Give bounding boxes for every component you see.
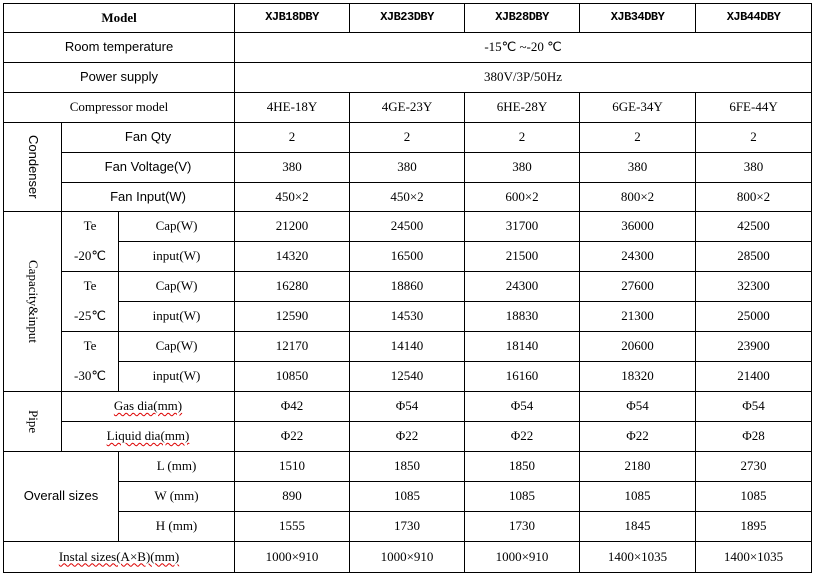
cell-value: 2180 xyxy=(580,452,696,482)
cell-value: Φ22 xyxy=(580,422,696,452)
row-label: Fan Voltage(V) xyxy=(62,153,235,183)
cell-value: 18320 xyxy=(580,362,696,392)
cell-value: 1850 xyxy=(465,452,580,482)
cell-value: 380 xyxy=(580,153,696,183)
install-label: Instal sizes(A×B)(mm) xyxy=(58,548,180,564)
cell-value: 800×2 xyxy=(580,183,696,212)
cell-value: Φ22 xyxy=(465,422,580,452)
te-temp: -25℃ xyxy=(74,307,106,323)
row-label: Fan Qty xyxy=(62,123,235,153)
cell-value: 6GE-34Y xyxy=(580,93,696,123)
gas-dia-label: Gas dia(mm) xyxy=(113,398,183,414)
cell-value: Φ22 xyxy=(350,422,465,452)
cell-value: 12170 xyxy=(235,332,350,362)
pipe-row xyxy=(4,392,812,422)
cell-value: 42500 xyxy=(696,212,812,242)
te-label: Te xyxy=(83,278,97,294)
cell-value: 16280 xyxy=(235,272,350,302)
cell-value: 1085 xyxy=(350,482,465,512)
pipe-group-label: Pipe xyxy=(25,409,41,434)
te-temp: -30℃ xyxy=(74,367,106,383)
pipe-row xyxy=(4,422,812,452)
capacity-row xyxy=(4,272,812,302)
room-temperature-value: -15℃ ~-20 ℃ xyxy=(235,33,812,63)
row-label: W (mm) xyxy=(119,482,235,512)
cell-value: 20600 xyxy=(580,332,696,362)
cell-value: 2730 xyxy=(696,452,812,482)
cell-value: Φ22 xyxy=(235,422,350,452)
power-supply-value: 380V/3P/50Hz xyxy=(235,63,812,93)
cell-value: Φ28 xyxy=(696,422,812,452)
room-temperature-row xyxy=(4,33,812,63)
capacity-row xyxy=(4,302,812,332)
cell-value: 27600 xyxy=(580,272,696,302)
te-cell xyxy=(62,272,119,332)
cell-value: 32300 xyxy=(696,272,812,302)
cell-value: Φ54 xyxy=(350,392,465,422)
cell-value: 21400 xyxy=(696,362,812,392)
cell-value: 25000 xyxy=(696,302,812,332)
compressor-row xyxy=(4,93,812,123)
pipe-group-cell xyxy=(4,392,62,452)
condenser-group-cell xyxy=(4,123,62,212)
condenser-group-label: Condenser xyxy=(25,135,41,199)
model-name: XJB34DBY xyxy=(580,4,696,33)
install-label-cell xyxy=(4,542,235,573)
cell-value: Φ54 xyxy=(696,392,812,422)
cell-value: 18860 xyxy=(350,272,465,302)
cell-value: 16500 xyxy=(350,242,465,272)
cell-value: 6FE-44Y xyxy=(696,93,812,123)
cell-value: 24300 xyxy=(580,242,696,272)
capacity-row xyxy=(4,332,812,362)
capacity-group-label: Capacity&input xyxy=(25,259,41,344)
cell-value: 2 xyxy=(465,123,580,153)
row-label: input(W) xyxy=(119,362,235,392)
condenser-row xyxy=(4,153,812,183)
cell-value: 28500 xyxy=(696,242,812,272)
cell-value: 1850 xyxy=(350,452,465,482)
cell-value: 380 xyxy=(350,153,465,183)
cell-value: 18140 xyxy=(465,332,580,362)
cell-value: 18830 xyxy=(465,302,580,332)
te-label: Te xyxy=(83,218,97,234)
spec-table xyxy=(3,3,812,573)
liquid-dia-label: Liquid dia(mm) xyxy=(106,428,190,444)
cell-value: 12590 xyxy=(235,302,350,332)
cell-value: 6HE-28Y xyxy=(465,93,580,123)
condenser-row xyxy=(4,123,812,153)
cell-value: 1895 xyxy=(696,512,812,542)
te-temp: -20℃ xyxy=(74,247,106,263)
cell-value: 14140 xyxy=(350,332,465,362)
cell-value: 2 xyxy=(580,123,696,153)
cell-value: 4HE-18Y xyxy=(235,93,350,123)
cell-value: 16160 xyxy=(465,362,580,392)
row-label: Fan Input(W) xyxy=(62,183,235,212)
cell-value: 1845 xyxy=(580,512,696,542)
cell-value: 21300 xyxy=(580,302,696,332)
cell-value: 890 xyxy=(235,482,350,512)
condenser-row xyxy=(4,183,812,212)
cell-value: 600×2 xyxy=(465,183,580,212)
cell-value: 10850 xyxy=(235,362,350,392)
overall-group-label: Overall sizes xyxy=(4,452,119,542)
cell-value: 1085 xyxy=(696,482,812,512)
te-label: Te xyxy=(83,338,97,354)
cell-value: 1510 xyxy=(235,452,350,482)
cell-value: 23900 xyxy=(696,332,812,362)
capacity-group-cell xyxy=(4,212,62,392)
room-temperature-label: Room temperature xyxy=(4,33,235,63)
cell-value: 2 xyxy=(696,123,812,153)
cell-value: 14320 xyxy=(235,242,350,272)
row-label: H (mm) xyxy=(119,512,235,542)
cell-value: 450×2 xyxy=(350,183,465,212)
cell-value: 1400×1035 xyxy=(580,542,696,573)
cell-value: 1400×1035 xyxy=(696,542,812,573)
model-name: XJB44DBY xyxy=(696,4,812,33)
capacity-row xyxy=(4,242,812,272)
cell-value: 1000×910 xyxy=(350,542,465,573)
cell-value: 380 xyxy=(235,153,350,183)
cell-value: 4GE-23Y xyxy=(350,93,465,123)
header-row xyxy=(4,4,812,33)
cell-value: Φ54 xyxy=(465,392,580,422)
install-row xyxy=(4,542,812,573)
cell-value: 14530 xyxy=(350,302,465,332)
cell-value: 1730 xyxy=(350,512,465,542)
row-label xyxy=(62,422,235,452)
row-label: Cap(W) xyxy=(119,272,235,302)
model-name: XJB28DBY xyxy=(465,4,580,33)
model-name: XJB23DBY xyxy=(350,4,465,33)
row-label xyxy=(62,392,235,422)
cell-value: 1085 xyxy=(465,482,580,512)
cell-value: 800×2 xyxy=(696,183,812,212)
cell-value: 12540 xyxy=(350,362,465,392)
cell-value: 24500 xyxy=(350,212,465,242)
row-label: input(W) xyxy=(119,242,235,272)
overall-row xyxy=(4,452,812,482)
cell-value: 24300 xyxy=(465,272,580,302)
te-cell xyxy=(62,212,119,272)
overall-row xyxy=(4,482,812,512)
cell-value: 1555 xyxy=(235,512,350,542)
cell-value: 2 xyxy=(350,123,465,153)
overall-row xyxy=(4,512,812,542)
model-name: XJB18DBY xyxy=(235,4,350,33)
cell-value: 2 xyxy=(235,123,350,153)
cell-value: 21200 xyxy=(235,212,350,242)
row-label: input(W) xyxy=(119,302,235,332)
cell-value: 36000 xyxy=(580,212,696,242)
cell-value: 31700 xyxy=(465,212,580,242)
cell-value: 21500 xyxy=(465,242,580,272)
cell-value: 1730 xyxy=(465,512,580,542)
cell-value: 380 xyxy=(696,153,812,183)
power-supply-label: Power supply xyxy=(4,63,235,93)
row-label: L (mm) xyxy=(119,452,235,482)
cell-value: 1085 xyxy=(580,482,696,512)
power-supply-row xyxy=(4,63,812,93)
capacity-row xyxy=(4,362,812,392)
row-label: Cap(W) xyxy=(119,212,235,242)
compressor-label: Compressor model xyxy=(4,93,235,123)
model-header: Model xyxy=(4,4,235,33)
cell-value: Φ42 xyxy=(235,392,350,422)
cell-value: Φ54 xyxy=(580,392,696,422)
row-label: Cap(W) xyxy=(119,332,235,362)
capacity-row xyxy=(4,212,812,242)
cell-value: 1000×910 xyxy=(465,542,580,573)
cell-value: 380 xyxy=(465,153,580,183)
cell-value: 1000×910 xyxy=(235,542,350,573)
te-cell xyxy=(62,332,119,392)
cell-value: 450×2 xyxy=(235,183,350,212)
